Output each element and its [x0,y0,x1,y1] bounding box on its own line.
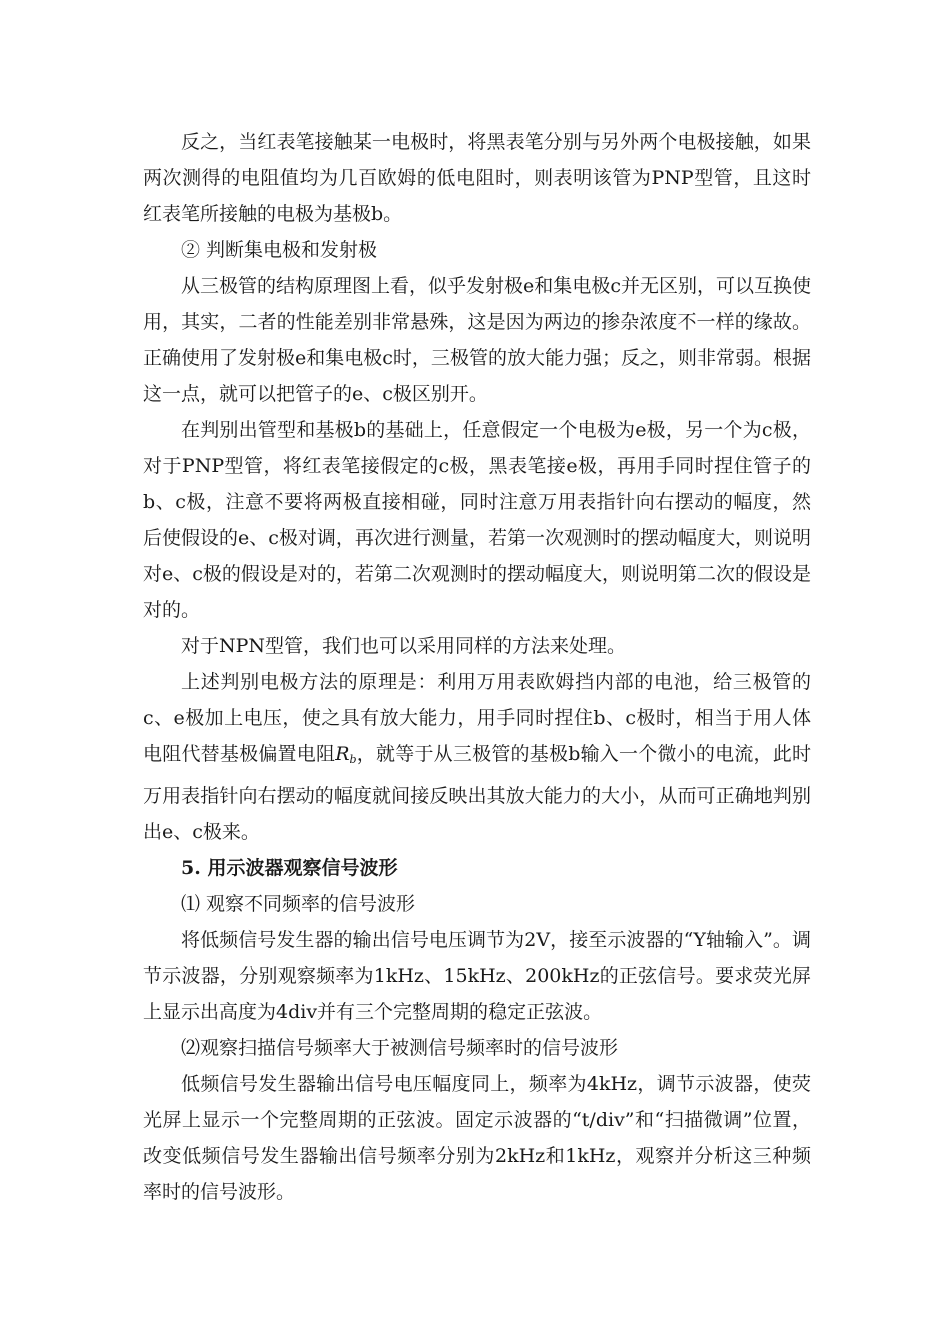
principle-text-before: 上述判别电极方法的原理是：利用万用表欧姆挡内部的电池，给三极管的c、e极加上电压，使之具有放大能力，用手同时捏住b、c极时，相当于用人体电阻代替基极偏置电阻 [143,671,811,765]
subsection-1-heading: ⑴ 观察不同频率的信号波形 [181,893,416,915]
paragraph-principle [143,664,811,850]
paragraph-npn: 对于NPN型管，我们也可以采用同样的方法来处理。 [181,635,627,657]
resistor-symbol [335,743,356,765]
subsection-2-heading: ⑵观察扫描信号频率大于被测信号频率时的信号波形 [181,1037,619,1059]
document-body [143,124,811,1210]
paragraph-frequency-observation: 将低频信号发生器的输出信号电压调节为2V，接至示波器的“Y轴输入”。调节示波器，分别观察频率为1kHz、15kHz、200kHz的正弦信号。要求荧光屏上显示出高度为4div并有三个完整周期的稳定正弦波。 [143,929,811,1023]
resistor-symbol-subscript: b [349,753,357,766]
paragraph-pnp-base: 反之，当红表笔接触某一电极时，将黑表笔分别与另外两个电极接触，如果两次测得的电阻值均为几百欧姆的低电阻时，则表明该管为PNP型管，且这时红表笔所接触的电极为基极b。 [143,131,811,225]
subheading-collector-emitter: ② 判断集电极和发射极 [181,239,378,261]
principle-text-after: ，就等于从三极管的基极b输入一个微小的电流，此时万用表指针向右摆动的幅度就间接反映出其放大能力的大小，从而可正确地判别出e、c极来。 [143,743,811,843]
resistor-symbol-base: R [335,743,350,765]
paragraph-procedure: 在判别出管型和基极b的基础上，任意假定一个电极为e极，另一个为c极，对于PNP型管，将红表笔接假定的c极，黑表笔接e极，再用手同时捏住管子的b、c极，注意不要将两极直接相碰，同时注意万用表指针向右摆动的幅度，然后使假设的e、c极对调，再次进行测量，若第一次观测时的摆动幅度大，则说明对e、c极的假设是对的，若第二次观测时的摆动幅度大，则说明第二次的假设是对的。 [143,419,811,621]
paragraph-sweep-observation: 低频信号发生器输出信号电压幅度同上，频率为4kHz，调节示波器，使荧光屏上显示一个完整周期的正弦波。固定示波器的“t/div”和“扫描微调”位置，改变低频信号发生器输出信号频率分别为2kHz和1kHz，观察并分析这三种频率时的信号波形。 [143,1073,811,1203]
paragraph-structure: 从三极管的结构原理图上看，似乎发射极e和集电极c并无区别，可以互换使用，其实，二者的性能差别非常悬殊，这是因为两边的掺杂浓度不一样的缘故。正确使用了发射极e和集电极c时，三极管的放大能力强；反之，则非常弱。根据这一点，就可以把管子的e、c极区别开。 [143,275,811,405]
section-heading-oscilloscope: 5. 用示波器观察信号波形 [181,857,398,879]
